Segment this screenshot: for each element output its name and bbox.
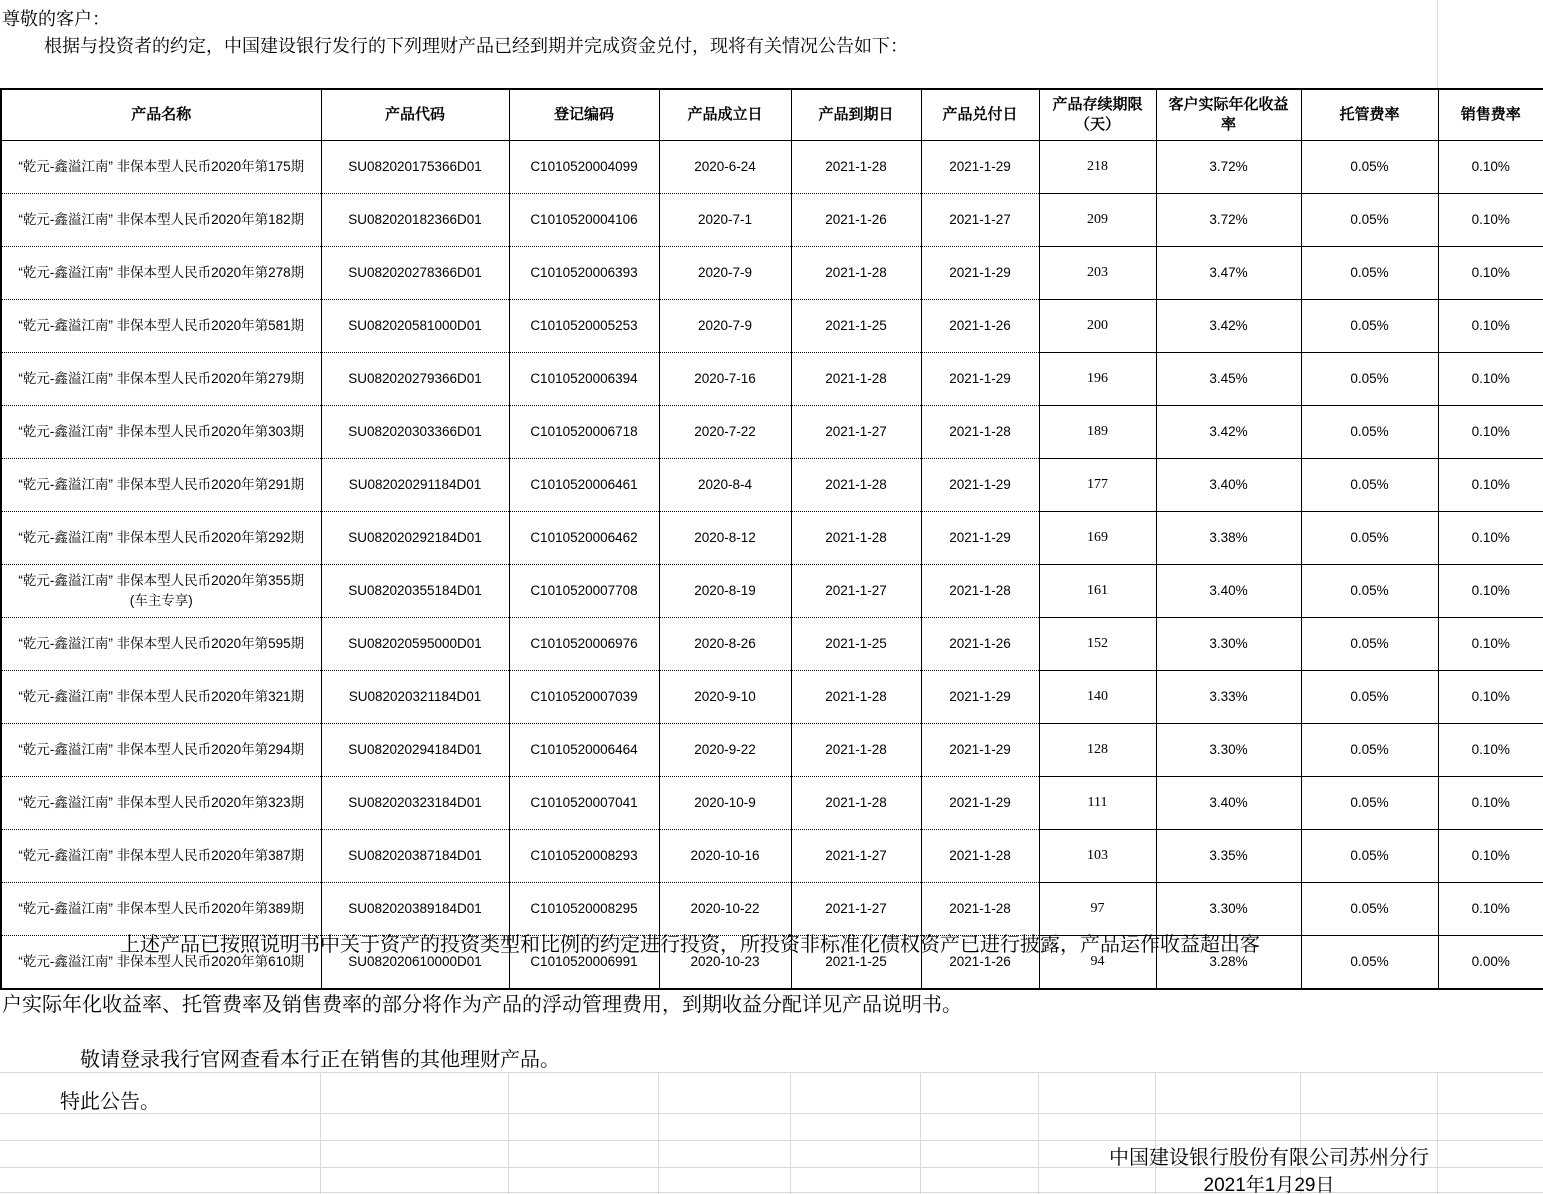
spreadsheet-gridline bbox=[920, 1072, 921, 1194]
cell-annualized-yield: 3.40% bbox=[1156, 565, 1301, 618]
cell-product-name: “乾元-鑫溢江南” 非保本型人民币2020年第355期(车主专享) bbox=[1, 565, 321, 618]
cell-custody-fee-rate: 0.05% bbox=[1301, 936, 1438, 990]
cell-product-code: SU082020292184D01 bbox=[321, 512, 509, 565]
cell-product-name: “乾元-鑫溢江南” 非保本型人民币2020年第303期 bbox=[1, 406, 321, 459]
cell-maturity-date: 2021-1-26 bbox=[791, 194, 921, 247]
table-row bbox=[1, 300, 1543, 353]
cell-maturity-date: 2021-1-27 bbox=[791, 883, 921, 936]
cell-annualized-yield: 3.33% bbox=[1156, 671, 1301, 724]
note-line-3: 敬请登录我行官网查看本行正在销售的其他理财产品。 bbox=[80, 1049, 560, 1071]
cell-duration-days: 189 bbox=[1039, 406, 1156, 459]
cell-start-date: 2020-6-24 bbox=[659, 141, 791, 194]
spreadsheet-gridline bbox=[1437, 0, 1438, 88]
cell-payment-date: 2021-1-26 bbox=[921, 300, 1039, 353]
cell-maturity-date: 2021-1-28 bbox=[791, 353, 921, 406]
cell-custody-fee-rate: 0.05% bbox=[1301, 618, 1438, 671]
cell-start-date: 2020-7-16 bbox=[659, 353, 791, 406]
cell-registration-code: C1010520007708 bbox=[509, 565, 659, 618]
cell-maturity-date: 2021-1-25 bbox=[791, 300, 921, 353]
cell-maturity-date: 2021-1-25 bbox=[791, 936, 921, 990]
cell-registration-code: C1010520006461 bbox=[509, 459, 659, 512]
column-header-sales-fee-rate: 销售费率 bbox=[1438, 89, 1543, 141]
cell-duration-days: 111 bbox=[1039, 777, 1156, 830]
cell-annualized-yield: 3.30% bbox=[1156, 883, 1301, 936]
table-row bbox=[1, 830, 1543, 883]
cell-start-date: 2020-7-22 bbox=[659, 406, 791, 459]
cell-payment-date: 2021-1-29 bbox=[921, 141, 1039, 194]
cell-payment-date: 2021-1-29 bbox=[921, 247, 1039, 300]
table-row bbox=[1, 247, 1543, 300]
cell-product-name: “乾元-鑫溢江南” 非保本型人民币2020年第323期 bbox=[1, 777, 321, 830]
spreadsheet-gridline bbox=[1038, 1072, 1039, 1194]
intro-paragraph: 根据与投资者的约定，中国建设银行发行的下列理财产品已经到期并完成资金兑付，现将有关情况公告如下： bbox=[44, 36, 908, 56]
cell-custody-fee-rate: 0.05% bbox=[1301, 194, 1438, 247]
table-row bbox=[1, 406, 1543, 459]
column-header-duration-days: 产品存续期限（天） bbox=[1039, 89, 1156, 141]
spreadsheet-gridline bbox=[320, 1072, 321, 1194]
cell-product-name: “乾元-鑫溢江南” 非保本型人民币2020年第292期 bbox=[1, 512, 321, 565]
cell-annualized-yield: 3.40% bbox=[1156, 777, 1301, 830]
cell-maturity-date: 2021-1-28 bbox=[791, 512, 921, 565]
cell-duration-days: 209 bbox=[1039, 194, 1156, 247]
cell-custody-fee-rate: 0.05% bbox=[1301, 247, 1438, 300]
cell-annualized-yield: 3.72% bbox=[1156, 141, 1301, 194]
cell-start-date: 2020-8-26 bbox=[659, 618, 791, 671]
column-header-registration-code: 登记编码 bbox=[509, 89, 659, 141]
cell-registration-code: C1010520008293 bbox=[509, 830, 659, 883]
cell-duration-days: 196 bbox=[1039, 353, 1156, 406]
cell-annualized-yield: 3.42% bbox=[1156, 300, 1301, 353]
cell-sales-fee-rate: 0.10% bbox=[1438, 830, 1543, 883]
cell-custody-fee-rate: 0.05% bbox=[1301, 830, 1438, 883]
cell-duration-days: 218 bbox=[1039, 141, 1156, 194]
cell-custody-fee-rate: 0.05% bbox=[1301, 777, 1438, 830]
cell-product-code: SU082020387184D01 bbox=[321, 830, 509, 883]
cell-payment-date: 2021-1-26 bbox=[921, 936, 1039, 990]
cell-product-name: “乾元-鑫溢江南” 非保本型人民币2020年第182期 bbox=[1, 194, 321, 247]
cell-duration-days: 161 bbox=[1039, 565, 1156, 618]
cell-custody-fee-rate: 0.05% bbox=[1301, 883, 1438, 936]
table-row bbox=[1, 141, 1543, 194]
cell-duration-days: 94 bbox=[1039, 936, 1156, 990]
cell-maturity-date: 2021-1-25 bbox=[791, 618, 921, 671]
cell-sales-fee-rate: 0.10% bbox=[1438, 883, 1543, 936]
cell-product-code: SU082020321184D01 bbox=[321, 671, 509, 724]
cell-duration-days: 169 bbox=[1039, 512, 1156, 565]
cell-registration-code: C1010520006462 bbox=[509, 512, 659, 565]
cell-start-date: 2020-7-9 bbox=[659, 247, 791, 300]
cell-maturity-date: 2021-1-28 bbox=[791, 459, 921, 512]
cell-product-name: “乾元-鑫溢江南” 非保本型人民币2020年第610期 bbox=[1, 936, 321, 990]
cell-sales-fee-rate: 0.10% bbox=[1438, 300, 1543, 353]
cell-duration-days: 103 bbox=[1039, 830, 1156, 883]
spreadsheet-gridline bbox=[0, 1113, 1543, 1114]
cell-annualized-yield: 3.35% bbox=[1156, 830, 1301, 883]
products-table bbox=[0, 88, 1543, 990]
cell-product-name: “乾元-鑫溢江南” 非保本型人民币2020年第279期 bbox=[1, 353, 321, 406]
table-row bbox=[1, 671, 1543, 724]
cell-start-date: 2020-8-4 bbox=[659, 459, 791, 512]
cell-annualized-yield: 3.28% bbox=[1156, 936, 1301, 990]
cell-product-code: SU082020278366D01 bbox=[321, 247, 509, 300]
cell-payment-date: 2021-1-28 bbox=[921, 830, 1039, 883]
cell-start-date: 2020-10-9 bbox=[659, 777, 791, 830]
table-row bbox=[1, 459, 1543, 512]
cell-maturity-date: 2021-1-28 bbox=[791, 247, 921, 300]
cell-start-date: 2020-10-16 bbox=[659, 830, 791, 883]
spreadsheet-gridline bbox=[0, 1072, 1543, 1073]
cell-annualized-yield: 3.47% bbox=[1156, 247, 1301, 300]
cell-sales-fee-rate: 0.10% bbox=[1438, 194, 1543, 247]
cell-registration-code: C1010520006976 bbox=[509, 618, 659, 671]
cell-sales-fee-rate: 0.10% bbox=[1438, 141, 1543, 194]
table-row bbox=[1, 353, 1543, 406]
cell-registration-code: C1010520004099 bbox=[509, 141, 659, 194]
cell-start-date: 2020-10-22 bbox=[659, 883, 791, 936]
cell-payment-date: 2021-1-29 bbox=[921, 671, 1039, 724]
cell-product-code: SU082020595000D01 bbox=[321, 618, 509, 671]
cell-custody-fee-rate: 0.05% bbox=[1301, 724, 1438, 777]
cell-product-code: SU082020355184D01 bbox=[321, 565, 509, 618]
table-row bbox=[1, 724, 1543, 777]
cell-sales-fee-rate: 0.10% bbox=[1438, 671, 1543, 724]
cell-registration-code: C1010520006991 bbox=[509, 936, 659, 990]
cell-product-name: “乾元-鑫溢江南” 非保本型人民币2020年第291期 bbox=[1, 459, 321, 512]
cell-start-date: 2020-10-23 bbox=[659, 936, 791, 990]
cell-annualized-yield: 3.38% bbox=[1156, 512, 1301, 565]
cell-custody-fee-rate: 0.05% bbox=[1301, 406, 1438, 459]
cell-custody-fee-rate: 0.05% bbox=[1301, 353, 1438, 406]
cell-product-code: SU082020610000D01 bbox=[321, 936, 509, 990]
spreadsheet-gridline bbox=[508, 1072, 509, 1194]
column-header-annualized-yield: 客户实际年化收益率 bbox=[1156, 89, 1301, 141]
cell-annualized-yield: 3.40% bbox=[1156, 459, 1301, 512]
table-header-row bbox=[1, 89, 1543, 141]
cell-payment-date: 2021-1-27 bbox=[921, 194, 1039, 247]
cell-payment-date: 2021-1-29 bbox=[921, 777, 1039, 830]
cell-duration-days: 128 bbox=[1039, 724, 1156, 777]
cell-start-date: 2020-8-12 bbox=[659, 512, 791, 565]
cell-start-date: 2020-7-9 bbox=[659, 300, 791, 353]
cell-custody-fee-rate: 0.05% bbox=[1301, 512, 1438, 565]
cell-sales-fee-rate: 0.10% bbox=[1438, 724, 1543, 777]
cell-duration-days: 203 bbox=[1039, 247, 1156, 300]
cell-annualized-yield: 3.45% bbox=[1156, 353, 1301, 406]
cell-sales-fee-rate: 0.10% bbox=[1438, 618, 1543, 671]
table-row bbox=[1, 194, 1543, 247]
cell-product-code: SU082020389184D01 bbox=[321, 883, 509, 936]
cell-registration-code: C1010520007039 bbox=[509, 671, 659, 724]
cell-product-code: SU082020294184D01 bbox=[321, 724, 509, 777]
cell-sales-fee-rate: 0.10% bbox=[1438, 512, 1543, 565]
cell-registration-code: C1010520006393 bbox=[509, 247, 659, 300]
column-header-start-date: 产品成立日 bbox=[659, 89, 791, 141]
cell-product-code: SU082020581000D01 bbox=[321, 300, 509, 353]
announcement-date: 2021年1月29日 bbox=[1203, 1175, 1335, 1194]
cell-maturity-date: 2021-1-28 bbox=[791, 671, 921, 724]
cell-custody-fee-rate: 0.05% bbox=[1301, 300, 1438, 353]
issuer-signature: 中国建设银行股份有限公司苏州分行 bbox=[1109, 1147, 1429, 1169]
cell-payment-date: 2021-1-29 bbox=[921, 724, 1039, 777]
cell-product-name: “乾元-鑫溢江南” 非保本型人民币2020年第581期 bbox=[1, 300, 321, 353]
spreadsheet-gridline bbox=[658, 1072, 659, 1194]
cell-product-code: SU082020303366D01 bbox=[321, 406, 509, 459]
table-row bbox=[1, 777, 1543, 830]
cell-maturity-date: 2021-1-28 bbox=[791, 141, 921, 194]
cell-start-date: 2020-9-10 bbox=[659, 671, 791, 724]
cell-registration-code: C1010520006464 bbox=[509, 724, 659, 777]
cell-product-name: “乾元-鑫溢江南” 非保本型人民币2020年第595期 bbox=[1, 618, 321, 671]
cell-payment-date: 2021-1-29 bbox=[921, 459, 1039, 512]
note-line-4: 特此公告。 bbox=[60, 1091, 160, 1113]
cell-sales-fee-rate: 0.10% bbox=[1438, 247, 1543, 300]
cell-registration-code: C1010520005253 bbox=[509, 300, 659, 353]
spreadsheet-gridline bbox=[790, 1072, 791, 1194]
cell-registration-code: C1010520006394 bbox=[509, 353, 659, 406]
cell-sales-fee-rate: 0.10% bbox=[1438, 565, 1543, 618]
cell-product-name: “乾元-鑫溢江南” 非保本型人民币2020年第175期 bbox=[1, 141, 321, 194]
cell-product-code: SU082020175366D01 bbox=[321, 141, 509, 194]
cell-sales-fee-rate: 0.10% bbox=[1438, 777, 1543, 830]
column-header-payment-date: 产品兑付日 bbox=[921, 89, 1039, 141]
cell-registration-code: C1010520004106 bbox=[509, 194, 659, 247]
note-line-2: 户实际年化收益率、托管费率及销售费率的部分将作为产品的浮动管理费用，到期收益分配详见产品说明书。 bbox=[2, 994, 962, 1016]
cell-payment-date: 2021-1-29 bbox=[921, 353, 1039, 406]
cell-start-date: 2020-7-1 bbox=[659, 194, 791, 247]
cell-duration-days: 177 bbox=[1039, 459, 1156, 512]
cell-product-name: “乾元-鑫溢江南” 非保本型人民币2020年第294期 bbox=[1, 724, 321, 777]
column-header-product-code: 产品代码 bbox=[321, 89, 509, 141]
cell-registration-code: C1010520008295 bbox=[509, 883, 659, 936]
cell-sales-fee-rate: 0.10% bbox=[1438, 406, 1543, 459]
cell-payment-date: 2021-1-29 bbox=[921, 512, 1039, 565]
cell-payment-date: 2021-1-26 bbox=[921, 618, 1039, 671]
cell-custody-fee-rate: 0.05% bbox=[1301, 671, 1438, 724]
column-header-product-name: 产品名称 bbox=[1, 89, 321, 141]
cell-product-code: SU082020323184D01 bbox=[321, 777, 509, 830]
cell-product-name: “乾元-鑫溢江南” 非保本型人民币2020年第321期 bbox=[1, 671, 321, 724]
cell-custody-fee-rate: 0.05% bbox=[1301, 459, 1438, 512]
cell-registration-code: C1010520007041 bbox=[509, 777, 659, 830]
cell-start-date: 2020-8-19 bbox=[659, 565, 791, 618]
cell-maturity-date: 2021-1-27 bbox=[791, 406, 921, 459]
table-row bbox=[1, 512, 1543, 565]
cell-product-name: “乾元-鑫溢江南” 非保本型人民币2020年第389期 bbox=[1, 883, 321, 936]
cell-duration-days: 200 bbox=[1039, 300, 1156, 353]
cell-product-code: SU082020291184D01 bbox=[321, 459, 509, 512]
cell-registration-code: C1010520006718 bbox=[509, 406, 659, 459]
note-line-1: 上述产品已按照说明书中关于资产的投资类型和比例的约定进行投资，所投资非标准化债权资产已进行披露，产品运作收益超出客 bbox=[120, 934, 1260, 956]
greeting-line: 尊敬的客户： bbox=[2, 9, 110, 29]
cell-custody-fee-rate: 0.05% bbox=[1301, 141, 1438, 194]
cell-annualized-yield: 3.30% bbox=[1156, 724, 1301, 777]
cell-payment-date: 2021-1-28 bbox=[921, 406, 1039, 459]
cell-maturity-date: 2021-1-28 bbox=[791, 724, 921, 777]
cell-payment-date: 2021-1-28 bbox=[921, 883, 1039, 936]
cell-annualized-yield: 3.42% bbox=[1156, 406, 1301, 459]
cell-annualized-yield: 3.72% bbox=[1156, 194, 1301, 247]
table-row bbox=[1, 565, 1543, 618]
cell-sales-fee-rate: 0.10% bbox=[1438, 353, 1543, 406]
cell-duration-days: 140 bbox=[1039, 671, 1156, 724]
column-header-custody-fee-rate: 托管费率 bbox=[1301, 89, 1438, 141]
cell-maturity-date: 2021-1-27 bbox=[791, 565, 921, 618]
cell-product-code: SU082020279366D01 bbox=[321, 353, 509, 406]
cell-annualized-yield: 3.30% bbox=[1156, 618, 1301, 671]
column-header-maturity-date: 产品到期日 bbox=[791, 89, 921, 141]
cell-custody-fee-rate: 0.05% bbox=[1301, 565, 1438, 618]
cell-maturity-date: 2021-1-27 bbox=[791, 830, 921, 883]
cell-start-date: 2020-9-22 bbox=[659, 724, 791, 777]
cell-duration-days: 152 bbox=[1039, 618, 1156, 671]
table-row bbox=[1, 618, 1543, 671]
cell-duration-days: 97 bbox=[1039, 883, 1156, 936]
cell-product-name: “乾元-鑫溢江南” 非保本型人民币2020年第387期 bbox=[1, 830, 321, 883]
cell-maturity-date: 2021-1-28 bbox=[791, 777, 921, 830]
cell-sales-fee-rate: 0.00% bbox=[1438, 936, 1543, 990]
cell-payment-date: 2021-1-28 bbox=[921, 565, 1039, 618]
cell-product-name: “乾元-鑫溢江南” 非保本型人民币2020年第278期 bbox=[1, 247, 321, 300]
cell-product-code: SU082020182366D01 bbox=[321, 194, 509, 247]
cell-sales-fee-rate: 0.10% bbox=[1438, 459, 1543, 512]
